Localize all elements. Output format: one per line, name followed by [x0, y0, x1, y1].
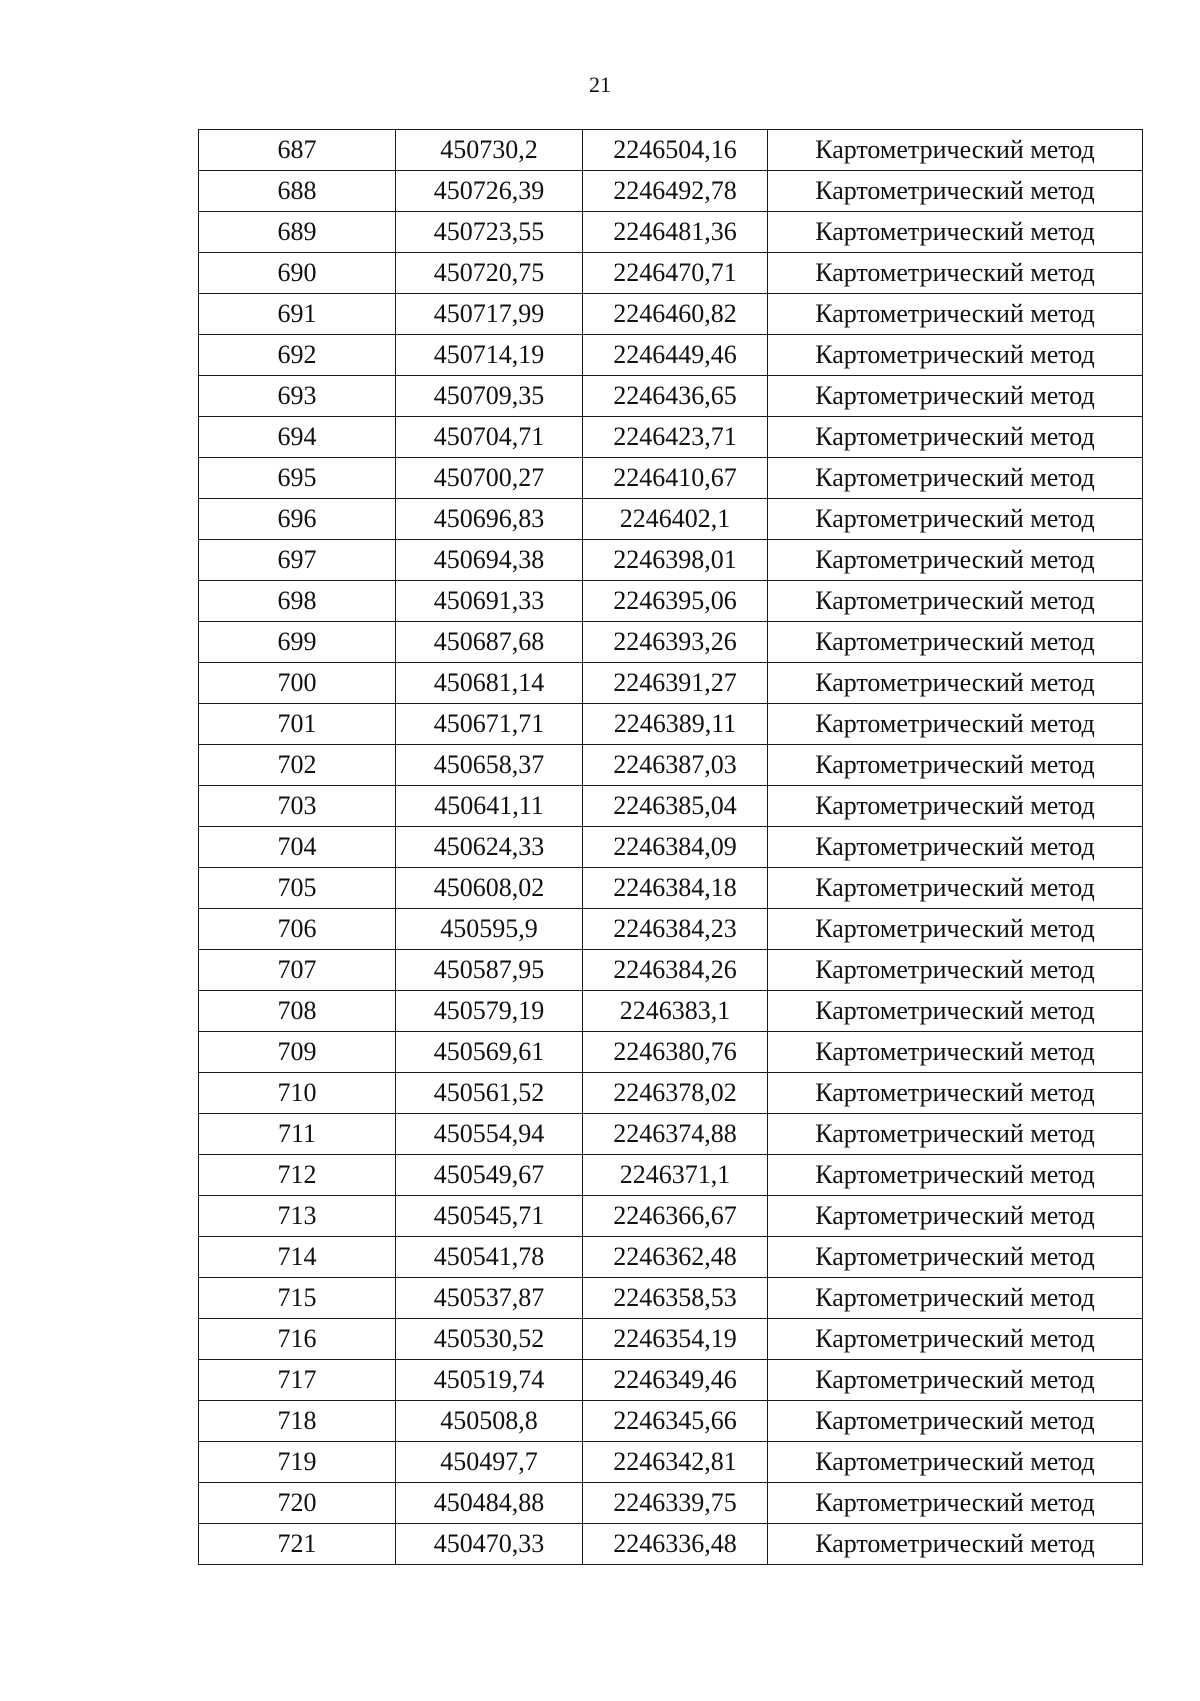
method-cell: Картометрический метод: [768, 499, 1143, 540]
method-cell: Картометрический метод: [768, 1483, 1143, 1524]
y-coordinate-cell: 2246374,88: [583, 1114, 768, 1155]
y-coordinate-cell: 2246362,48: [583, 1237, 768, 1278]
x-coordinate-cell: 450519,74: [396, 1360, 583, 1401]
table-row: [199, 868, 1143, 909]
x-coordinate-cell: 450714,19: [396, 335, 583, 376]
table-row: [199, 335, 1143, 376]
y-coordinate-cell: 2246481,36: [583, 212, 768, 253]
point-number-cell: 721: [199, 1524, 396, 1565]
y-coordinate-cell: 2246492,78: [583, 171, 768, 212]
x-coordinate-cell: 450541,78: [396, 1237, 583, 1278]
table-row: [199, 171, 1143, 212]
point-number-cell: 689: [199, 212, 396, 253]
method-cell: Картометрический метод: [768, 704, 1143, 745]
point-number-cell: 706: [199, 909, 396, 950]
x-coordinate-cell: 450579,19: [396, 991, 583, 1032]
x-coordinate-cell: 450730,2: [396, 130, 583, 171]
x-coordinate-cell: 450549,67: [396, 1155, 583, 1196]
x-coordinate-cell: 450726,39: [396, 171, 583, 212]
point-number-cell: 715: [199, 1278, 396, 1319]
method-cell: Картометрический метод: [768, 130, 1143, 171]
method-cell: Картометрический метод: [768, 950, 1143, 991]
table-row: [199, 622, 1143, 663]
point-number-cell: 716: [199, 1319, 396, 1360]
y-coordinate-cell: 2246384,18: [583, 868, 768, 909]
coordinates-table-body: [199, 130, 1143, 1565]
y-coordinate-cell: 2246336,48: [583, 1524, 768, 1565]
point-number-cell: 712: [199, 1155, 396, 1196]
y-coordinate-cell: 2246349,46: [583, 1360, 768, 1401]
method-cell: Картометрический метод: [768, 1360, 1143, 1401]
x-coordinate-cell: 450561,52: [396, 1073, 583, 1114]
x-coordinate-cell: 450595,9: [396, 909, 583, 950]
method-cell: Картометрический метод: [768, 1073, 1143, 1114]
y-coordinate-cell: 2246504,16: [583, 130, 768, 171]
point-number-cell: 690: [199, 253, 396, 294]
point-number-cell: 693: [199, 376, 396, 417]
y-coordinate-cell: 2246460,82: [583, 294, 768, 335]
table-row: [199, 663, 1143, 704]
x-coordinate-cell: 450497,7: [396, 1442, 583, 1483]
method-cell: Картометрический метод: [768, 540, 1143, 581]
table-row: [199, 294, 1143, 335]
table-row: [199, 786, 1143, 827]
y-coordinate-cell: 2246371,1: [583, 1155, 768, 1196]
table-row: [199, 1483, 1143, 1524]
table-row: [199, 212, 1143, 253]
table-row: [199, 745, 1143, 786]
y-coordinate-cell: 2246410,67: [583, 458, 768, 499]
table-row: [199, 540, 1143, 581]
table-row: [199, 1073, 1143, 1114]
method-cell: Картометрический метод: [768, 458, 1143, 499]
point-number-cell: 720: [199, 1483, 396, 1524]
y-coordinate-cell: 2246383,1: [583, 991, 768, 1032]
point-number-cell: 700: [199, 663, 396, 704]
method-cell: Картометрический метод: [768, 1401, 1143, 1442]
table-row: [199, 1278, 1143, 1319]
method-cell: Картометрический метод: [768, 335, 1143, 376]
table-row: [199, 130, 1143, 171]
point-number-cell: 698: [199, 581, 396, 622]
point-number-cell: 711: [199, 1114, 396, 1155]
y-coordinate-cell: 2246354,19: [583, 1319, 768, 1360]
y-coordinate-cell: 2246389,11: [583, 704, 768, 745]
point-number-cell: 718: [199, 1401, 396, 1442]
point-number-cell: 717: [199, 1360, 396, 1401]
x-coordinate-cell: 450470,33: [396, 1524, 583, 1565]
point-number-cell: 694: [199, 417, 396, 458]
table-row: [199, 499, 1143, 540]
y-coordinate-cell: 2246393,26: [583, 622, 768, 663]
method-cell: Картометрический метод: [768, 171, 1143, 212]
x-coordinate-cell: 450681,14: [396, 663, 583, 704]
method-cell: Картометрический метод: [768, 253, 1143, 294]
x-coordinate-cell: 450508,8: [396, 1401, 583, 1442]
y-coordinate-cell: 2246378,02: [583, 1073, 768, 1114]
point-number-cell: 692: [199, 335, 396, 376]
x-coordinate-cell: 450484,88: [396, 1483, 583, 1524]
table-row: [199, 1442, 1143, 1483]
table-row: [199, 417, 1143, 458]
table-row: [199, 376, 1143, 417]
table-row: [199, 991, 1143, 1032]
y-coordinate-cell: 2246384,09: [583, 827, 768, 868]
method-cell: Картометрический метод: [768, 417, 1143, 458]
table-row: [199, 704, 1143, 745]
method-cell: Картометрический метод: [768, 622, 1143, 663]
x-coordinate-cell: 450704,71: [396, 417, 583, 458]
x-coordinate-cell: 450569,61: [396, 1032, 583, 1073]
y-coordinate-cell: 2246384,23: [583, 909, 768, 950]
method-cell: Картометрический метод: [768, 786, 1143, 827]
method-cell: Картометрический метод: [768, 1237, 1143, 1278]
point-number-cell: 701: [199, 704, 396, 745]
method-cell: Картометрический метод: [768, 991, 1143, 1032]
y-coordinate-cell: 2246366,67: [583, 1196, 768, 1237]
point-number-cell: 708: [199, 991, 396, 1032]
point-number-cell: 719: [199, 1442, 396, 1483]
y-coordinate-cell: 2246398,01: [583, 540, 768, 581]
method-cell: Картометрический метод: [768, 909, 1143, 950]
method-cell: Картометрический метод: [768, 663, 1143, 704]
x-coordinate-cell: 450723,55: [396, 212, 583, 253]
method-cell: Картометрический метод: [768, 212, 1143, 253]
y-coordinate-cell: 2246358,53: [583, 1278, 768, 1319]
point-number-cell: 710: [199, 1073, 396, 1114]
method-cell: Картометрический метод: [768, 1032, 1143, 1073]
method-cell: Картометрический метод: [768, 1196, 1143, 1237]
table-row: [199, 1319, 1143, 1360]
y-coordinate-cell: 2246449,46: [583, 335, 768, 376]
point-number-cell: 704: [199, 827, 396, 868]
table-row: [199, 458, 1143, 499]
point-number-cell: 707: [199, 950, 396, 991]
x-coordinate-cell: 450694,38: [396, 540, 583, 581]
x-coordinate-cell: 450530,52: [396, 1319, 583, 1360]
y-coordinate-cell: 2246470,71: [583, 253, 768, 294]
method-cell: Картометрический метод: [768, 1155, 1143, 1196]
method-cell: Картометрический метод: [768, 376, 1143, 417]
x-coordinate-cell: 450608,02: [396, 868, 583, 909]
point-number-cell: 709: [199, 1032, 396, 1073]
point-number-cell: 702: [199, 745, 396, 786]
method-cell: Картометрический метод: [768, 868, 1143, 909]
method-cell: Картометрический метод: [768, 827, 1143, 868]
y-coordinate-cell: 2246342,81: [583, 1442, 768, 1483]
x-coordinate-cell: 450696,83: [396, 499, 583, 540]
y-coordinate-cell: 2246402,1: [583, 499, 768, 540]
point-number-cell: 687: [199, 130, 396, 171]
point-number-cell: 696: [199, 499, 396, 540]
point-number-cell: 695: [199, 458, 396, 499]
method-cell: Картометрический метод: [768, 1524, 1143, 1565]
y-coordinate-cell: 2246380,76: [583, 1032, 768, 1073]
table-row: [199, 950, 1143, 991]
method-cell: Картометрический метод: [768, 1442, 1143, 1483]
x-coordinate-cell: 450545,71: [396, 1196, 583, 1237]
x-coordinate-cell: 450641,11: [396, 786, 583, 827]
point-number-cell: 688: [199, 171, 396, 212]
y-coordinate-cell: 2246436,65: [583, 376, 768, 417]
method-cell: Картометрический метод: [768, 1114, 1143, 1155]
x-coordinate-cell: 450709,35: [396, 376, 583, 417]
table-row: [199, 1155, 1143, 1196]
table-row: [199, 1360, 1143, 1401]
point-number-cell: 697: [199, 540, 396, 581]
x-coordinate-cell: 450537,87: [396, 1278, 583, 1319]
table-row: [199, 1032, 1143, 1073]
point-number-cell: 714: [199, 1237, 396, 1278]
x-coordinate-cell: 450717,99: [396, 294, 583, 335]
table-row: [199, 581, 1143, 622]
table-row: [199, 1114, 1143, 1155]
y-coordinate-cell: 2246385,04: [583, 786, 768, 827]
x-coordinate-cell: 450554,94: [396, 1114, 583, 1155]
table-row: [199, 253, 1143, 294]
method-cell: Картометрический метод: [768, 1278, 1143, 1319]
table-row: [199, 827, 1143, 868]
x-coordinate-cell: 450700,27: [396, 458, 583, 499]
point-number-cell: 699: [199, 622, 396, 663]
point-number-cell: 713: [199, 1196, 396, 1237]
x-coordinate-cell: 450671,71: [396, 704, 583, 745]
y-coordinate-cell: 2246395,06: [583, 581, 768, 622]
y-coordinate-cell: 2246384,26: [583, 950, 768, 991]
method-cell: Картометрический метод: [768, 294, 1143, 335]
x-coordinate-cell: 450687,68: [396, 622, 583, 663]
method-cell: Картометрический метод: [768, 581, 1143, 622]
method-cell: Картометрический метод: [768, 1319, 1143, 1360]
table-row: [199, 1196, 1143, 1237]
x-coordinate-cell: 450624,33: [396, 827, 583, 868]
x-coordinate-cell: 450720,75: [396, 253, 583, 294]
y-coordinate-cell: 2246345,66: [583, 1401, 768, 1442]
y-coordinate-cell: 2246423,71: [583, 417, 768, 458]
point-number-cell: 705: [199, 868, 396, 909]
table-row: [199, 1524, 1143, 1565]
y-coordinate-cell: 2246387,03: [583, 745, 768, 786]
y-coordinate-cell: 2246391,27: [583, 663, 768, 704]
method-cell: Картометрический метод: [768, 745, 1143, 786]
table-row: [199, 1401, 1143, 1442]
table-row: [199, 909, 1143, 950]
point-number-cell: 703: [199, 786, 396, 827]
x-coordinate-cell: 450658,37: [396, 745, 583, 786]
page-number: 21: [589, 72, 611, 97]
coordinates-table: [198, 129, 1143, 1565]
y-coordinate-cell: 2246339,75: [583, 1483, 768, 1524]
point-number-cell: 691: [199, 294, 396, 335]
x-coordinate-cell: 450587,95: [396, 950, 583, 991]
x-coordinate-cell: 450691,33: [396, 581, 583, 622]
table-row: [199, 1237, 1143, 1278]
